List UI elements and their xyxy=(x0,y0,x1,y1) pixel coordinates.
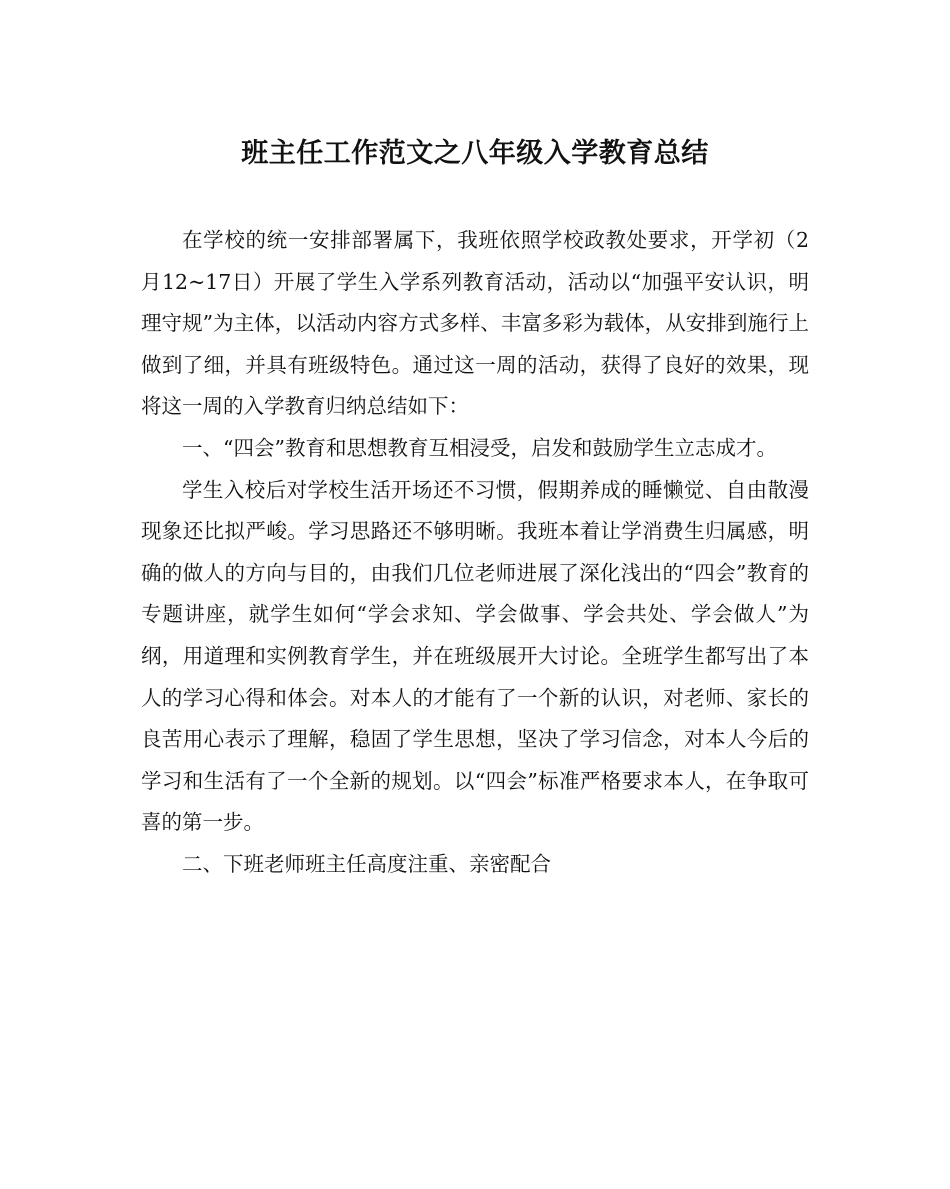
paragraph-section-2-heading: 二、下班老师班主任高度注重、亲密配合 xyxy=(182,851,551,876)
paragraph-section-1-body: 学生入校后对学校生活开场还不习惯，假期养成的睡懒觉、自由散漫现象还比拟严峻。学习思路还不够明晰。我班本着让学消费生归属感，明确的做人的方向与目的，由我们几位老师进展了深化浅出的“四会”教育的专题讲座，就学生如何“学会求知、学会做事、学会共处、学会做人”为纲，用道理和实例教育学生，并在班级展开大讨论。全班学生都写出了本人的学习心得和体会。对本人的才能有了一个新的认识，对老师、家长的良苦用心表示了理解，稳固了学生思想，坚决了学习信念，对本人今后的学习和生活有了一个全新的规划。以“四会”标准严格要求本人，在争取可喜的第一步。 xyxy=(141,477,809,835)
document-title: 班主任工作范文之八年级入学教育总结 xyxy=(241,138,709,169)
document-body xyxy=(141,220,809,886)
paragraph-intro: 在学校的统一安排部署属下，我班依照学校政教处要求，开学初（2月12~17日）开展了学生入学系列教育活动，活动以“加强平安认识，明理守规”为主体，以活动内容方式多样、丰富多彩为载体，从安排到施行上做到了细，并具有班级特色。通过这一周的活动，获得了良好的效果，现将这一周的入学教育归纳总结如下： xyxy=(141,228,809,419)
paragraph-section-1-heading: 一、“四会”教育和思想教育互相浸受，启发和鼓励学生立志成才。 xyxy=(182,435,777,460)
